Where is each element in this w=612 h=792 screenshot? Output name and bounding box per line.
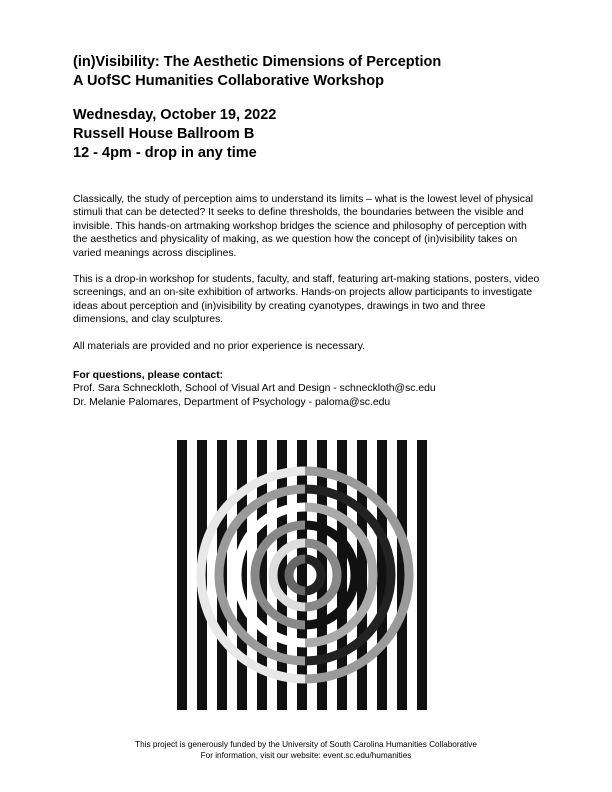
stripe xyxy=(177,440,187,710)
contact-heading: For questions, please contact: xyxy=(73,370,224,381)
stripe xyxy=(417,440,427,710)
event-time: 12 - 4pm - drop in any time xyxy=(73,145,257,161)
description-paragraph-2: This is a drop-in workshop for students, faculty, and staff, featuring art-making stations, posters, video screenings, and an on-site exhibition of artworks. Hands-on projects allow participants to investigate ideas about perception and (in)visibility by creating cyanotypes, drawings in two and three dimensions, and clay sculptures. xyxy=(73,274,540,326)
op-art-image xyxy=(177,440,433,710)
footer xyxy=(0,739,612,761)
workshop-title xyxy=(73,53,553,91)
footer-website: For information, visit our website: event.sc.edu/humanities xyxy=(200,751,412,760)
contact-person-2: Dr. Melanie Palomares, Department of Psychology - paloma@sc.edu xyxy=(73,396,391,408)
title-line-2: A UofSC Humanities Collaborative Workshop xyxy=(73,73,384,89)
description xyxy=(73,193,543,366)
description-paragraph-1: Classically, the study of perception aims to understand its limits – what is the lowest level of physical stimuli that can be detected? It seeks to define thresholds, the boundaries between the visible and invisible. This hands-on artmaking workshop bridges the science and philosophy of perception with the aesthetics and physicality of making, as we question how the concept of (in)visibility takes on varied meanings across disciplines. xyxy=(73,194,534,259)
event-details xyxy=(73,106,553,163)
stripe xyxy=(377,440,387,710)
event-date: Wednesday, October 19, 2022 xyxy=(73,107,277,123)
stripe xyxy=(297,440,307,710)
event-location: Russell House Ballroom B xyxy=(73,126,255,142)
contact-block xyxy=(73,369,543,409)
description-paragraph-3: All materials are provided and no prior experience is necessary. xyxy=(73,340,366,352)
title-line-1: (in)Visibility: The Aesthetic Dimensions of Perception xyxy=(73,54,442,70)
contact-person-1: Prof. Sara Schneckloth, School of Visual Art and Design - schneckloth@sc.edu xyxy=(73,383,436,395)
footer-funding: This project is generously funded by the University of South Carolina Humanities Collaborative xyxy=(135,740,477,749)
